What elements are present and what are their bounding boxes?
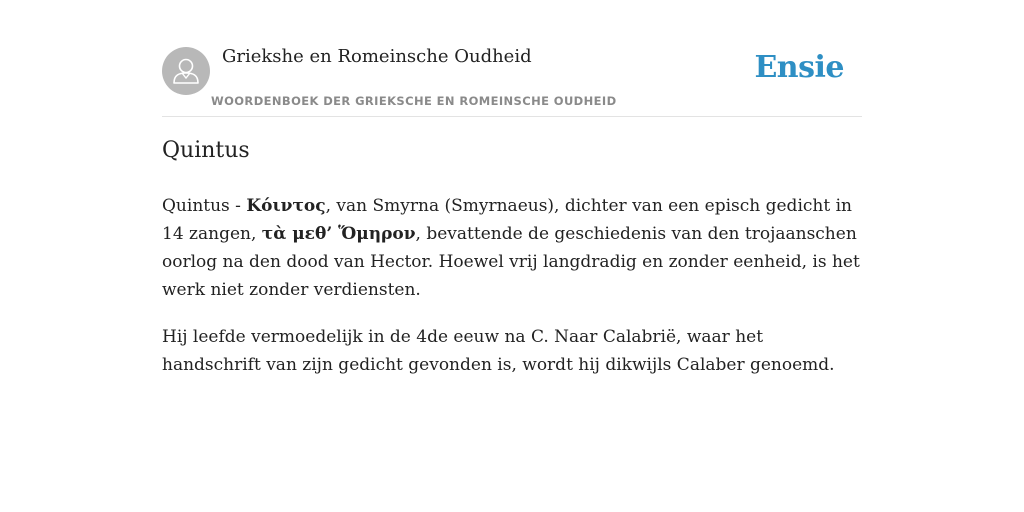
text-segment: Quintus - xyxy=(162,196,247,216)
user-icon xyxy=(162,47,210,95)
entry-title: Quintus xyxy=(162,138,250,163)
avatar[interactable] xyxy=(162,47,210,95)
text-segment: , bevattende de geschiedenis van den trojaanschen oorlog na den dood van Hector. Hoewel vrij langdradig en zonder eenheid, is het werk niet zonder verdiensten. xyxy=(162,224,860,300)
paragraph-1 xyxy=(162,192,862,304)
brand-logo[interactable]: Ensie xyxy=(754,50,844,85)
header xyxy=(162,40,862,117)
site-subtitle: WOORDENBOEK DER GRIEKSCHE EN ROMEINSCHE OUDHEID xyxy=(211,94,617,108)
paragraph-2: Hij leefde vermoedelijk in de 4de eeuw na C. Naar Calabrië, waar het handschrift van zijn gedicht gevonden is, wordt hij dikwijls Calaber genoemd. xyxy=(162,327,835,375)
greek-term: Κόιντος xyxy=(246,196,326,216)
site-title[interactable]: Griekshe en Romeinsche Oudheid xyxy=(222,46,532,67)
entry-content xyxy=(162,192,862,398)
text-segment: , van Smyrna (Smyrnaeus), dichter van een episch gedicht in 14 zangen, xyxy=(162,196,852,244)
greek-term: τὰ μεθ’ Ὅμηρον xyxy=(261,224,416,244)
